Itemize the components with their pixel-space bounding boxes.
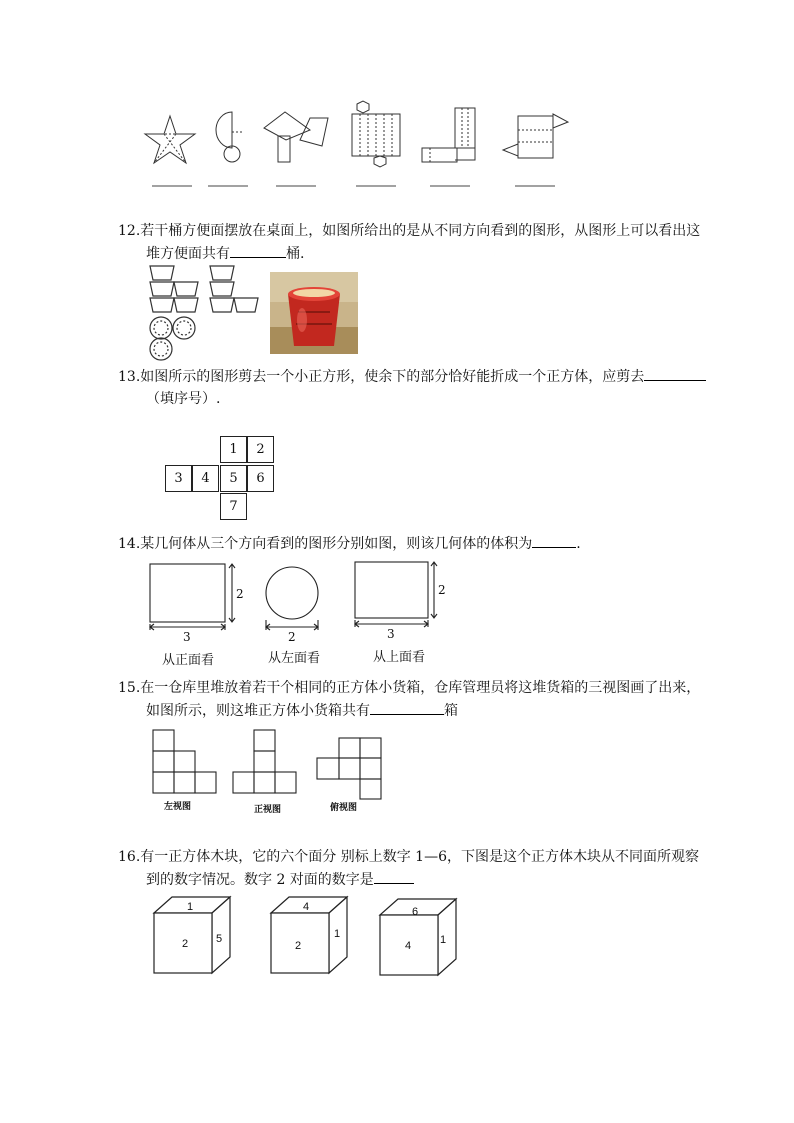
q14-answer-blank[interactable] [532, 533, 576, 548]
front-height-label: 2 [236, 587, 244, 601]
cube2-right: 1 [334, 928, 341, 940]
net-cell-5[interactable]: 5 [220, 465, 247, 492]
q15-line1: 15.在一仓库里堆放着若干个相同的正方体小货箱，仓库管理员将这堆货箱的三视图画了出来， [118, 680, 701, 696]
net-cell-6[interactable]: 6 [247, 465, 274, 492]
q16-answer-blank[interactable] [374, 869, 414, 884]
cube1-top: 1 [187, 901, 194, 913]
cube3-right: 1 [440, 934, 447, 946]
top-width-label: 3 [387, 627, 395, 641]
net-figures-row [0, 0, 794, 200]
cube3-front: 4 [405, 940, 412, 952]
net-cell-2[interactable]: 2 [247, 436, 274, 463]
caption-front-view: 从正面看 [162, 653, 215, 668]
top-height-label: 2 [438, 583, 446, 597]
box-net-figure [422, 108, 475, 162]
net-cell-1[interactable]: 1 [220, 436, 247, 463]
q12-views-figure [140, 262, 270, 362]
q13-line2: （填序号）. [146, 391, 221, 407]
q14-three-views [140, 558, 460, 668]
noodle-bucket-photo [270, 272, 358, 354]
caption-top-view: 从上面看 [373, 650, 426, 665]
q15-three-views [150, 726, 390, 818]
cube1-front: 2 [182, 938, 189, 950]
star-figure [145, 116, 195, 163]
cube3-top: 6 [412, 906, 419, 918]
caption-top-view: 俯视图 [330, 803, 358, 813]
semicircle-figure [216, 112, 242, 162]
q14-line1: 14.某几何体从三个方向看到的图形分别如图，则该几何体的体积为 . [118, 533, 581, 555]
cube2-front: 2 [295, 940, 302, 952]
front-width-label: 3 [183, 630, 191, 644]
q13-answer-blank[interactable] [644, 366, 706, 381]
q16-line2: 到的数字情况。数字 2 对面的数字是 [146, 869, 414, 891]
q15-answer-blank[interactable] [370, 700, 444, 715]
caption-left-view: 从左面看 [268, 651, 321, 666]
cube2-top: 4 [303, 901, 310, 913]
cube1-right: 5 [216, 933, 223, 945]
net-cell-4[interactable]: 4 [192, 465, 219, 492]
q12-answer-blank[interactable] [230, 243, 286, 258]
hexagon-prism-net-figure [352, 101, 400, 167]
net-cell-7[interactable]: 7 [220, 493, 247, 520]
caption-left-view: 左视图 [164, 802, 192, 812]
q13-cube-net [165, 436, 277, 521]
side-diameter-label: 2 [288, 630, 296, 644]
q16-line1: 16.有一正方体木块，它的六个面分 别标上数字 1—6，下图是这个正方体木块从不同面所观察 [118, 849, 699, 865]
triangular-prism-net-figure [503, 114, 568, 158]
q15-line2: 如图所示，则这堆正方体小货箱共有 箱 [146, 700, 458, 722]
caption-front-view: 正视图 [254, 805, 282, 815]
prism-net-figure [264, 112, 328, 162]
net-cell-3[interactable]: 3 [165, 465, 192, 492]
q12-line2: 堆方便面共有 桶. [146, 243, 304, 265]
q12-line1: 12.若干桶方便面摆放在桌面上，如图所给出的是从不同方向看到的图形，从图形上可以看出这 [118, 223, 701, 239]
q13-line1: 13.如图所示的图形剪去一个小正方形，使余下的部分恰好能折成一个正方体，应剪去 [118, 366, 706, 388]
q16-cubes [150, 893, 470, 983]
